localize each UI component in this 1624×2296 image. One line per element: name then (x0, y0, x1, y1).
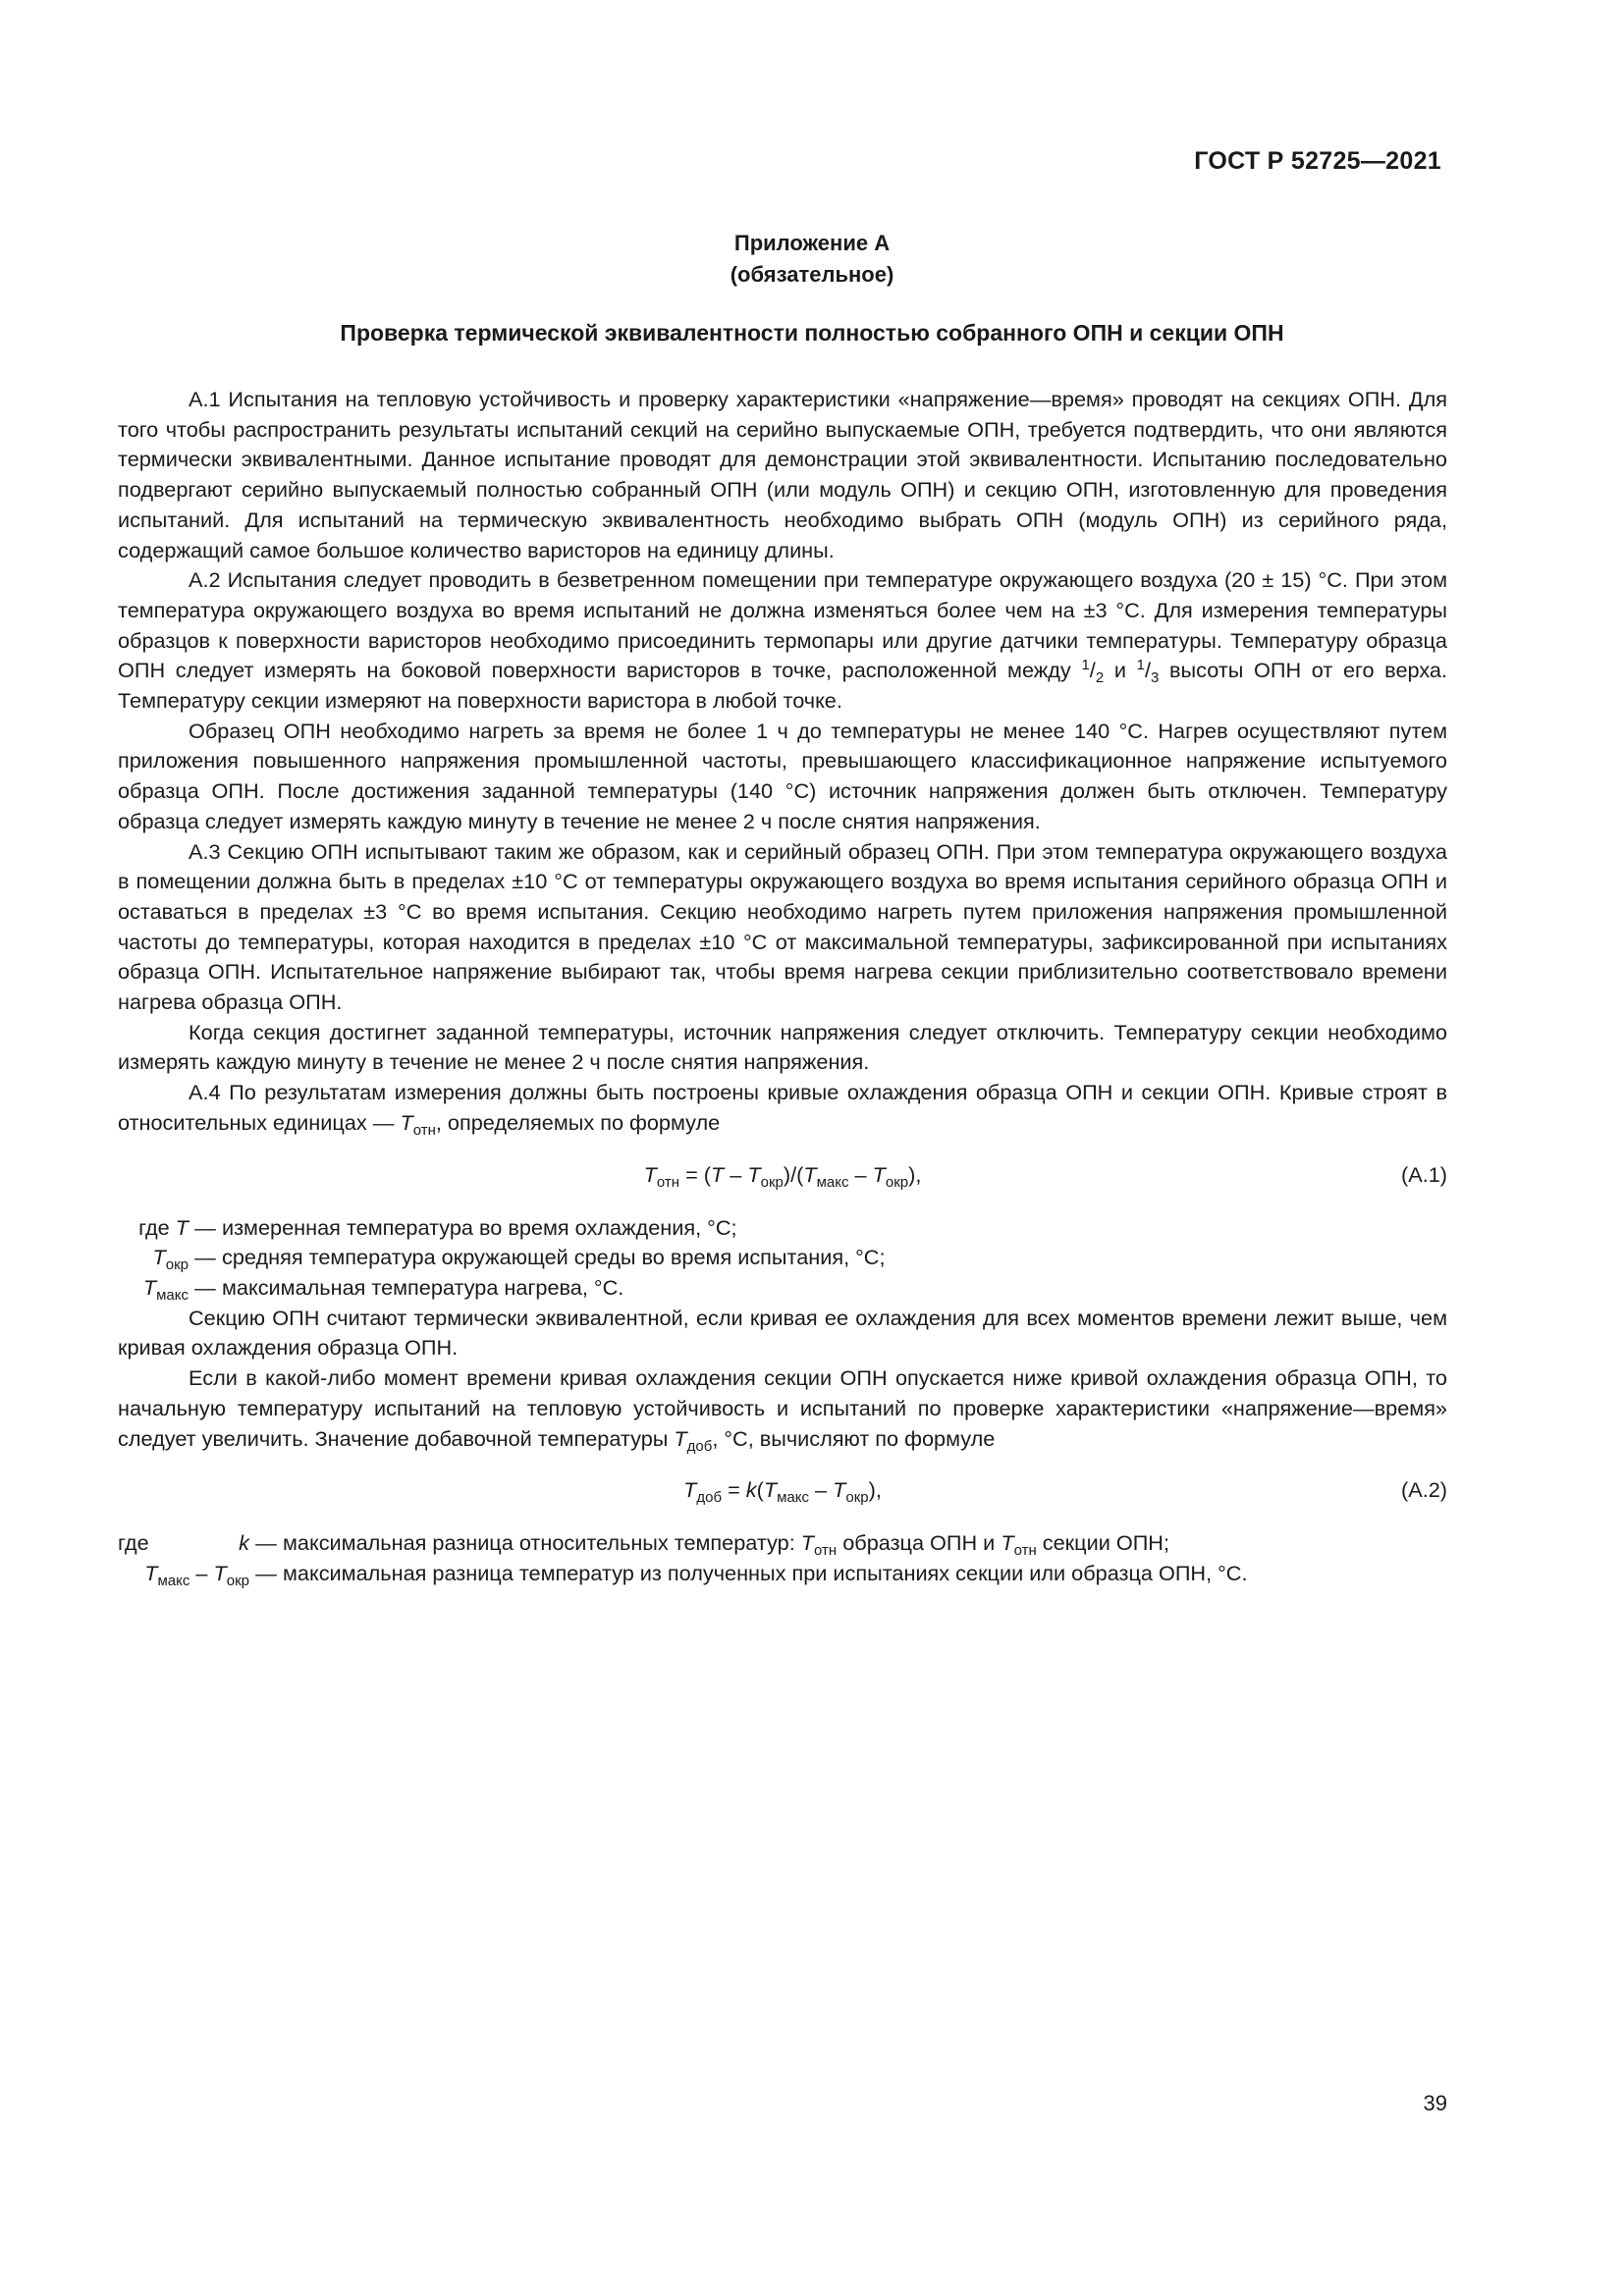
appendix-title-block (118, 228, 1506, 291)
fraction-denominator: 2 (1095, 669, 1105, 687)
subscript: отн (656, 1173, 680, 1191)
symbol-t: T (872, 1161, 886, 1187)
legend-dash: — (194, 1245, 216, 1270)
symbol-t: T (763, 1477, 778, 1503)
paragraph-increase (118, 1363, 1447, 1454)
legend-dash: — (194, 1274, 216, 1300)
legend-row (118, 1213, 1447, 1244)
paragraph-a2: А.2 Испытания следует проводить в безветренном помещении при температуре окружающего воздуха (20 ± 15) °С. При этом температура окружающего воздуха во время испытаний не должна изменяться более чем на ±3 °С. Для измерения температуры образцов к поверхности варисторов необходимо присоединить термопары или другие датчики температуры. Температуру образца ОПН следует измерять на боковой поверхности варисторов в точке, расположенной между $^1/_2$ и $^1/_3$ высоты ОПН от его верха. Температуру секции измеряют на поверхности варистора в любой точке. (118, 567, 1448, 714)
legend-dash: — (255, 1560, 277, 1585)
k-desc-mid2: секции ОПН; (1042, 1530, 1169, 1556)
symbol-t: T (833, 1477, 846, 1503)
legend-row (118, 1559, 1447, 1589)
paragraph-equivalent: Секцию ОПН считают термически эквивалентной, если кривая ее охлаждения для всех моментов времени лежит выше, чем кривая охлаждения образца ОПН. (118, 1305, 1447, 1361)
legend-symbol (118, 1273, 189, 1304)
legend-description: средняя температура окружающей среды во время испытания, °С; (222, 1245, 886, 1270)
subscript: отн (412, 1121, 436, 1139)
subscript: доб (686, 1437, 713, 1455)
subscript: окр (845, 1489, 869, 1507)
legend-a2 (118, 1528, 1447, 1588)
subscript: окр (165, 1256, 189, 1274)
subscript: окр (885, 1173, 909, 1191)
subscript: отн (1013, 1542, 1037, 1560)
symbol-t: T (800, 1530, 815, 1556)
legend-description: максимальная разница температур из полученных при испытаниях секции или образца ОПН, °С. (283, 1560, 1248, 1585)
paragraph-section-temp: Когда секция достигнет заданной температуры, источник напряжения следует отключить. Температуру секции необходимо измерять каждую минуту в течение не менее 2 ч после снятия напряжения. (118, 1019, 1447, 1075)
subscript: макс (816, 1173, 849, 1191)
standard-code: ГОСТ Р 52725—2021 (1194, 147, 1441, 175)
legend-row (118, 1273, 1447, 1304)
formula-a1 (118, 1152, 1447, 1200)
fraction-denominator: 3 (1151, 669, 1160, 687)
body-text (118, 385, 1447, 1589)
formula-a2-expression: $T_{доб} = k(T_{макс} - T_{окр})$, (683, 1477, 882, 1507)
symbol-t: T (643, 1161, 657, 1187)
legend-dash: — (194, 1214, 216, 1240)
subscript: макс (157, 1572, 190, 1589)
paragraph-a1: А.1 Испытания на тепловую устойчивость и проверку характеристики «напряжение—время» проводят на секциях ОПН. Для того чтобы распространить результаты испытаний секций на серийно выпускаемые ОПН, требуется подтвердить, что они являются термически эквивалентными. Данное испытание проводят для демонстрации этой эквивалентности. Испытанию последовательно подвергают серийно выпускаемый полностью собранный ОПН (или модуль ОПН) и секцию ОПН, изготовленную для проведения испытаний. Для испытаний на термическую эквивалентность необходимо выбрать ОПН (модуль ОПН) из серийного ряда, содержащий самое большое количество варисторов на единицу длины. (118, 387, 1447, 562)
subscript: окр (760, 1173, 784, 1191)
formula-a1-expression: $T_{отн} = (T - T_{окр})/(T_{макс} - T_{окр})$, (643, 1161, 922, 1191)
legend-description (283, 1528, 1447, 1559)
symbol-t: T (175, 1214, 189, 1240)
symbol-t: T (400, 1109, 413, 1135)
fraction-numerator: 1 (1136, 657, 1145, 674)
subscript: макс (777, 1489, 809, 1507)
increase-text-part1: Если в какой-либо момент времени кривая охлаждения секции ОПН опускается ниже кривой охлаждения образца ОПН, то начальную температуру испытаний на тепловую устойчивость и испытаний по проверке характеристики «напряжение—время» следует увеличить. Значение добавочной температуры (118, 1365, 1447, 1451)
symbol-t: T (213, 1560, 227, 1585)
formula-a2-number: (А.2) (1401, 1477, 1447, 1503)
formula-a1-number: (А.1) (1401, 1161, 1447, 1187)
legend-description: измеренная температура во время охлаждения, °С; (222, 1214, 737, 1240)
legend-symbol (118, 1528, 249, 1559)
symbol-t: T (711, 1161, 725, 1187)
formula-a2 (118, 1468, 1447, 1515)
where-label: где (118, 1530, 149, 1556)
page-number: 39 (1423, 2091, 1447, 2115)
legend-symbol (118, 1213, 189, 1244)
subscript: макс (156, 1286, 189, 1304)
legend-symbol: $T_{макс} - T_{окр}$ (144, 1560, 249, 1589)
increase-text-part2: , °С, вычисляют по формуле (712, 1425, 996, 1451)
symbol-t: T (683, 1477, 697, 1503)
where-label: где (138, 1214, 170, 1240)
main-heading: Проверка термической эквивалентности полностью собранного ОПН и секции ОПН (340, 320, 1284, 346)
symbol-t: T (674, 1425, 687, 1451)
legend-description: максимальная температура нагрева, °С. (222, 1274, 624, 1300)
paragraph-a4 (118, 1078, 1447, 1138)
a2-text-part2: высоты ОПН от его верха. Температуру секции измеряют на поверхности варистора в любой точке. (118, 658, 1448, 714)
paragraph-heating: Образец ОПН необходимо нагреть за время не более 1 ч до температуры не менее 140 °С. Нагрев осуществляют путем приложения повышенного напряжения промышленной частоты, превышающего классификационное напряжение испытуемого образца ОПН. После достижения заданной температуры (140 °С) источник напряжения должен быть отключен. Температуру образца следует измерять каждую минуту в течение не менее 2 ч после снятия напряжения. (118, 718, 1447, 833)
symbol-t: T (152, 1245, 166, 1270)
a2-text-part1: А.2 Испытания следует проводить в безветренном помещении при температуре окружающего воздуха (20 ± 15) °С. При этом температура окружающего воздуха во время испытаний не должна изменяться более чем на ±3 °С. Для измерения температуры образцов к поверхности варисторов необходимо присоединить термопары или другие датчики температуры. Температуру образца ОПН следует измерять на боковой поверхности варисторов в точке, расположенной между (118, 567, 1447, 683)
legend-row (118, 1528, 1447, 1559)
appendix-title: Приложение А (733, 231, 891, 255)
fraction-numerator: 1 (1081, 657, 1090, 674)
subscript: доб (696, 1489, 723, 1507)
legend-row (118, 1243, 1447, 1273)
a4-text-part1: А.4 По результатам измерения должны быть построены кривые охлаждения образца ОПН и секции ОПН. Кривые строят в относительных единицах — (118, 1080, 1447, 1135)
subscript: отн (814, 1542, 838, 1560)
symbol-t: T (142, 1274, 157, 1300)
symbol-t: T (1001, 1530, 1014, 1556)
k-desc-mid1: образца ОПН и (842, 1530, 996, 1556)
a4-text-part2: , определяемых по формуле (435, 1109, 721, 1135)
subscript: окр (226, 1572, 249, 1589)
appendix-status: (обязательное) (730, 262, 894, 287)
k-desc-part1: максимальная разница относительных температур: (283, 1530, 795, 1556)
paragraph-a3: А.3 Секцию ОПН испытывают таким же образом, как и серийный образец ОПН. При этом температура окружающего воздуха в помещении должна быть в пределах ±10 °С от температуры окружающего воздуха во время испытания серийного образца ОПН и оставаться в пределах ±3 °С во время испытания. Секцию необходимо нагреть путем приложения напряжения промышленной частоты до температуры, которая находится в пределах ±10 °С от максимальной температуры, зафиксированной при испытаниях образца ОПН. Испытательное напряжение выбирают так, чтобы время нагрева секции приблизительно соответствовало времени нагрева образца ОПН. (118, 838, 1447, 1015)
symbol-k: k (239, 1530, 249, 1556)
symbol-k: k (745, 1477, 757, 1503)
symbol-t: T (144, 1560, 158, 1585)
symbol-t: T (803, 1161, 817, 1187)
legend-a1 (118, 1213, 1447, 1304)
symbol-t: T (747, 1161, 761, 1187)
legend-symbol (118, 1243, 189, 1273)
legend-dash: — (255, 1530, 277, 1556)
a2-and: и (1113, 658, 1126, 683)
